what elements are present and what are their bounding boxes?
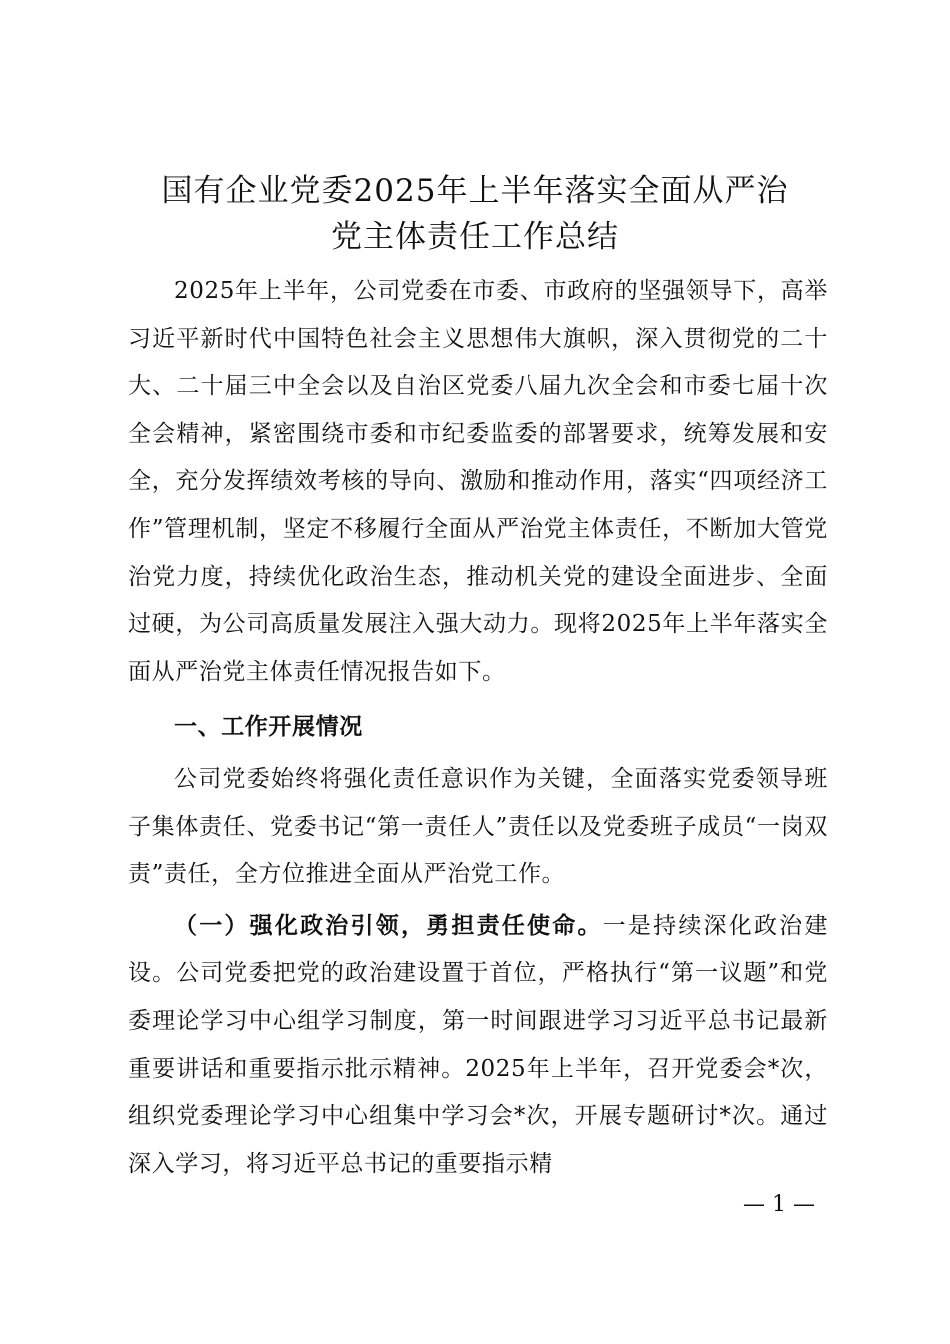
title-line-2: 党主体责任工作总结 bbox=[331, 219, 619, 255]
subsection-heading: （一）强化政治引领，勇担责任使命。 bbox=[174, 911, 603, 939]
section-heading: 一、工作开展情况 bbox=[174, 714, 363, 741]
title-line-1: 国有企业党委2025年上半年落实全面从严治 bbox=[161, 173, 789, 209]
subsection-paragraph bbox=[128, 902, 828, 1189]
section-paragraph: 公司党委始终将强化责任意识作为关键，全面落实党委领导班子集体责任、党委书记“第一责任人”责任以及党委班子成员“一岗双责”责任，全方位推进全面从严治党工作。 bbox=[128, 765, 828, 888]
intro-paragraph: 2025年上半年，公司党委在市委、市政府的坚强领导下，高举习近平新时代中国特色社会主义思想伟大旗帜，深入贯彻党的二十大、二十届三中全会以及自治区党委八届九次全会和市委七届十次全会精神，紧密围绕市委和市纪委监委的部署要求，统筹发展和安全，充分发挥绩效考核的导向、激励和推动作用，落实“四项经济工作”管理机制，坚定不移履行全面从严治党主体责任，不断加大管党治党力度，持续优化政治生态，推动机关党的建设全面进步、全面过硬，为公司高质量发展注入强大动力。现将2025年上半年落实全面从严治党主体责任情况报告如下。 bbox=[128, 278, 828, 685]
document-body bbox=[128, 268, 828, 1188]
page-number: — 1 — bbox=[743, 1192, 815, 1217]
subsection-text: 一是持续深化政治建设。公司党委把党的政治建设置于首位，严格执行“第一议题”和党委理论学习中心组学习制度，第一时间跟进学习习近平总书记最新重要讲话和重要指示批示精神。2025年上半年，召开党委会*次，组织党委理论学习中心组集中学习会*次，开展专题研讨*次。通过深入学习，将习近平总书记的重要指示精 bbox=[128, 912, 828, 1177]
document-title bbox=[120, 168, 830, 260]
